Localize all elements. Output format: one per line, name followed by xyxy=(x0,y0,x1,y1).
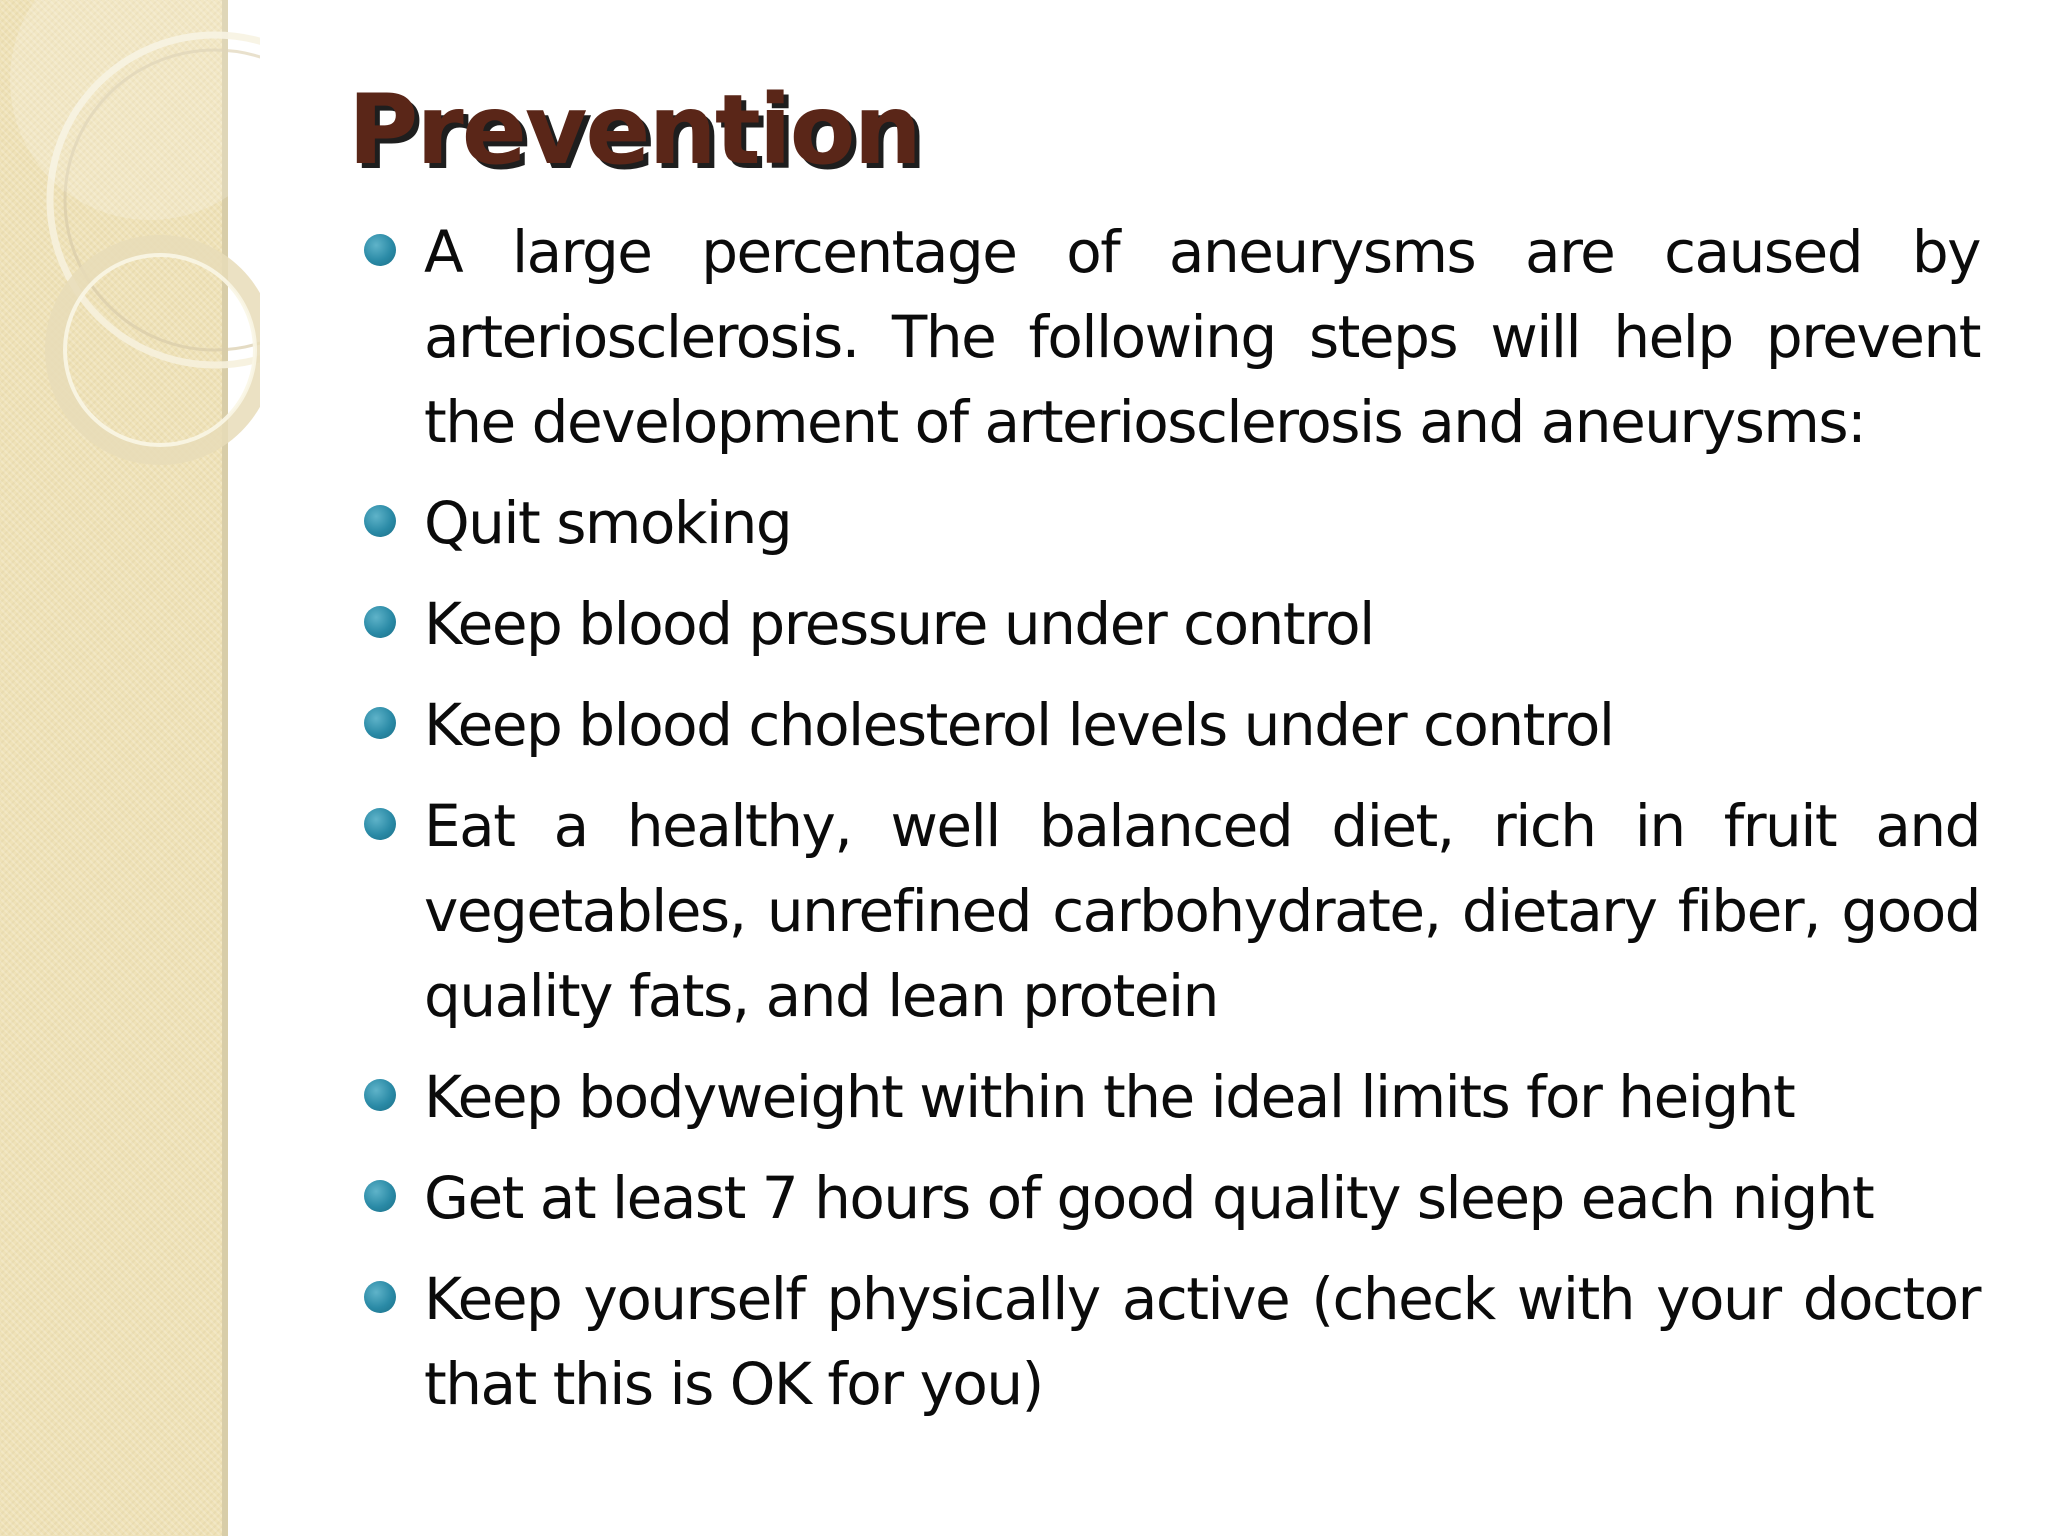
bullet-dot-icon xyxy=(364,808,396,840)
bullet-text: Keep blood cholesterol levels under control xyxy=(424,691,1614,759)
decorative-side-band xyxy=(0,0,228,1536)
bullet-item xyxy=(364,1257,1980,1427)
bullet-dot-icon xyxy=(364,707,396,739)
bullet-text: Keep yourself physically active (check with your doctor that this is OK for you) xyxy=(424,1265,1980,1418)
bullet-item xyxy=(364,784,1980,1039)
bullet-text: Quit smoking xyxy=(424,489,792,557)
bullet-dot-icon xyxy=(364,1281,396,1313)
bullet-text: Keep blood pressure under control xyxy=(424,590,1374,658)
bullet-item xyxy=(364,481,1980,566)
bullet-item xyxy=(364,1156,1980,1241)
bullet-text: Get at least 7 hours of good quality sleep each night xyxy=(424,1164,1874,1232)
bullet-item xyxy=(364,1055,1980,1140)
bullet-item xyxy=(364,210,1980,465)
bullet-item xyxy=(364,582,1980,667)
bullet-dot-icon xyxy=(364,606,396,638)
side-band-edge xyxy=(222,0,228,1536)
bullet-dot-icon xyxy=(364,505,396,537)
bullet-dot-icon xyxy=(364,1180,396,1212)
bullet-text: Eat a healthy, well balanced diet, rich in fruit and vegetables, unrefined carbohydrate, dietary fiber, good quality fats, and lean protein xyxy=(424,792,1980,1030)
bullet-text: A large percentage of aneurysms are caused by arteriosclerosis. The following steps will help prevent the development of arteriosclerosis and aneurysms: xyxy=(424,218,1980,456)
bullet-dot-icon xyxy=(364,234,396,266)
bullet-list xyxy=(364,210,1980,1443)
bullet-item xyxy=(364,683,1980,768)
slide-title: Prevention xyxy=(348,74,920,186)
bullet-dot-icon xyxy=(364,1079,396,1111)
bullet-text: Keep bodyweight within the ideal limits for height xyxy=(424,1063,1795,1131)
